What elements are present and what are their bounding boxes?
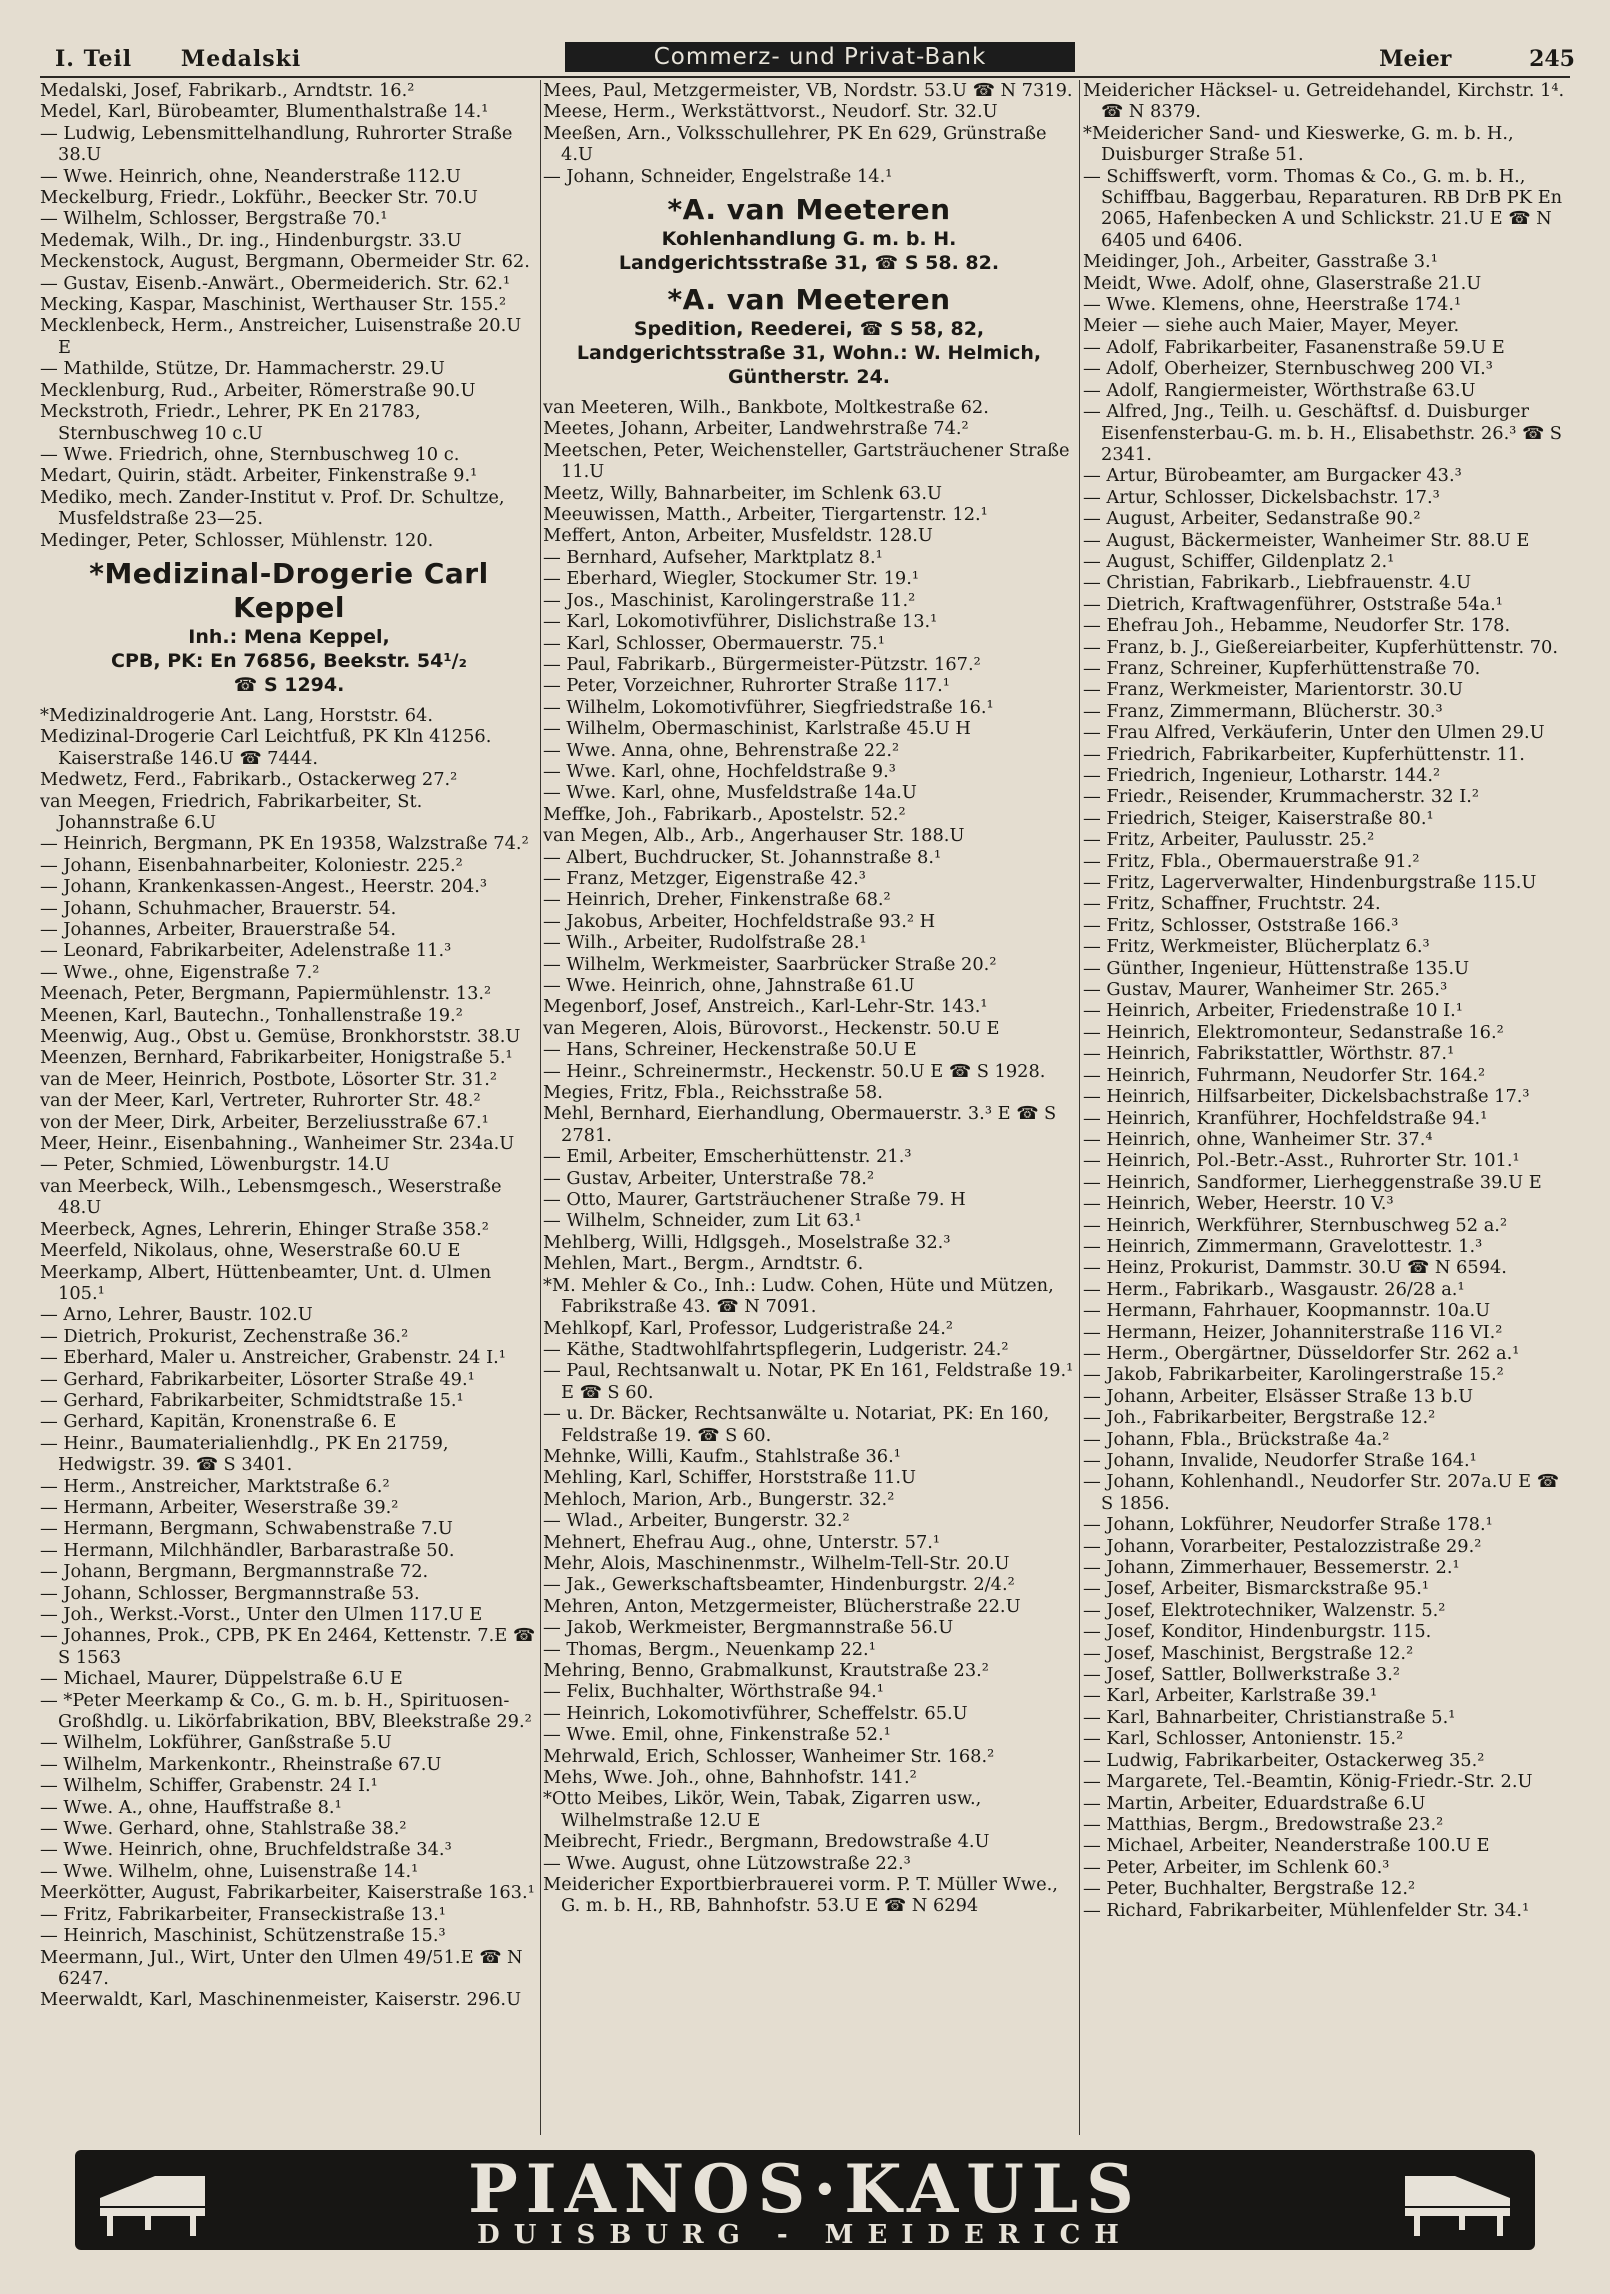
directory-entry: Mehling, Karl, Schiffer, Horststraße 11.U bbox=[543, 1467, 917, 1489]
directory-entry: Meermann, Jul., Wirt, Unter den Ulmen 49/51.E ☎ N 6247. bbox=[40, 1946, 523, 1989]
directory-entry: — Johann, Schuhmacher, Brauerstr. 54. bbox=[40, 897, 397, 919]
header-divider bbox=[40, 76, 1570, 78]
directory-entry: — Heinrich, Bergmann, PK En 19358, Walzstraße 74.² bbox=[40, 833, 529, 855]
directory-entry: — Adolf, Rangiermeister, Wörthstraße 63.U bbox=[1083, 379, 1476, 401]
directory-entry: — Karl, Schlosser, Antonienstr. 15.² bbox=[1083, 1728, 1404, 1750]
advertisement-line: Inh.: Mena Keppel, bbox=[188, 625, 390, 648]
directory-entry: — Gerhard, Kapitän, Kronenstraße 6. E bbox=[40, 1411, 397, 1433]
directory-entry: — Heinrich, Maschinist, Schützenstraße 15.³ bbox=[40, 1925, 446, 1947]
directory-entry: — Wilhelm, Werkmeister, Saarbrücker Straße 20.² bbox=[543, 953, 997, 975]
directory-entry: — Johannes, Prok., CPB, PK En 2464, Kettenstr. 7.E ☎ S 1563 bbox=[40, 1625, 536, 1668]
directory-entry: — Mathilde, Stütze, Dr. Hammacherstr. 29.U bbox=[40, 358, 445, 380]
directory-entry: — Josef, Konditor, Hindenburgstr. 115. bbox=[1083, 1621, 1432, 1643]
directory-entry: — Wwe. Karl, ohne, Musfeldstraße 14a.U bbox=[543, 782, 917, 804]
directory-entry: Mehlberg, Willi, Hdlgsgeh., Moselstraße 32.³ bbox=[543, 1231, 951, 1253]
directory-entry: — Wwe. Heinrich, ohne, Bruchfeldstraße 34.³ bbox=[40, 1839, 452, 1861]
directory-entry: Meckstroth, Friedr., Lehrer, PK En 21783, Sternbuschweg 10 c.U bbox=[40, 401, 421, 444]
directory-entry: — Albert, Buchdrucker, St. Johannstraße 8.¹ bbox=[543, 846, 942, 868]
directory-entry: van Megeren, Alois, Bürovorst., Heckenstr. 50.U E bbox=[543, 1017, 1000, 1039]
directory-entry: — Heinrich, Elektromonteur, Sedanstraße 16.² bbox=[1083, 1021, 1504, 1043]
directory-entry: — Heinr., Baumaterialienhdlg., PK En 21759, Hedwigstr. 39. ☎ S 3401. bbox=[40, 1432, 449, 1476]
directory-entry: — Heinz, Prokurist, Dammstr. 30.U ☎ N 6594. bbox=[1083, 1257, 1507, 1279]
directory-entry: Meetz, Willy, Bahnarbeiter, im Schlenk 63.U bbox=[543, 482, 943, 504]
directory-entry: Meckelburg, Friedr., Lokführ., Beecker Str. 70.U bbox=[40, 187, 478, 209]
directory-entry: — Arno, Lehrer, Baustr. 102.U bbox=[40, 1304, 313, 1326]
directory-entry: — Michael, Arbeiter, Neanderstraße 100.U E bbox=[1083, 1835, 1490, 1857]
directory-entry: van Meeteren, Wilh., Bankbote, Moltkestraße 62. bbox=[543, 397, 989, 419]
directory-entry: — Heinrich, Lokomotivführer, Scheffelstr. 65.U bbox=[543, 1702, 968, 1724]
directory-entry: — Franz, b. J., Gießereiarbeiter, Kupferhüttenstr. 70. bbox=[1083, 636, 1559, 658]
directory-entry: — Josef, Sattler, Bollwerkstraße 3.² bbox=[1083, 1664, 1400, 1686]
directory-entry: — Wilhelm, Lokführer, Ganßstraße 5.U bbox=[40, 1732, 392, 1754]
directory-entry: Meerkötter, August, Fabrikarbeiter, Kaiserstraße 163.¹ bbox=[40, 1882, 535, 1904]
directory-entry: — Fritz, Fbla., Obermauerstraße 91.² bbox=[1083, 850, 1420, 872]
directory-entry: Medel, Karl, Bürobeamter, Blumenthalstraße 14.¹ bbox=[40, 101, 489, 123]
directory-entry: — Heinrich, Zimmermann, Gravelottestr. 1.³ bbox=[1083, 1235, 1483, 1257]
piano-icon bbox=[1395, 2168, 1515, 2238]
directory-entry: — Hermann, Milchhändler, Barbarastraße 50. bbox=[40, 1539, 455, 1561]
advertisement-block bbox=[40, 557, 538, 697]
directory-entry: — Schiffswerft, vorm. Thomas & Co., G. m. b. H., Schiffbau, Baggerbau, Reparaturen. RB DrB PK En 2065, Hafenbecken A und Schlickstr. 21.U E ☎ N 6405 und 6406. bbox=[1083, 165, 1563, 251]
directory-entry: — Hermann, Arbeiter, Weserstraße 39.² bbox=[40, 1496, 399, 1518]
directory-entry: Meeßen, Arn., Volksschullehrer, PK En 629, Grünstraße 4.U bbox=[543, 122, 1047, 166]
header-right bbox=[1309, 46, 1575, 72]
directory-entry: Meerkamp, Albert, Hüttenbeamter, Unt. d. Ulmen 105.¹ bbox=[40, 1261, 492, 1304]
directory-entry: Medart, Quirin, städt. Arbeiter, Finkenstraße 9.¹ bbox=[40, 465, 478, 487]
directory-entry: Mediko, mech. Zander-Institut v. Prof. Dr. Schultze, Musfeldstraße 23—25. bbox=[40, 486, 505, 530]
directory-entry: — Johann, Schneider, Engelstraße 14.¹ bbox=[543, 165, 893, 187]
directory-entry: — Wwe., ohne, Eigenstraße 7.² bbox=[40, 961, 320, 983]
directory-entry: — Fritz, Arbeiter, Paulusstr. 25.² bbox=[1083, 829, 1375, 851]
directory-entry: — Gustav, Arbeiter, Unterstraße 78.² bbox=[543, 1167, 875, 1189]
directory-entry: — Otto, Maurer, Gartsträuchener Straße 79. H bbox=[543, 1189, 966, 1211]
directory-entry: Mehren, Anton, Metzgermeister, Blücherstraße 22.U bbox=[543, 1595, 1021, 1617]
directory-entry: *Otto Meibes, Likör, Wein, Tabak, Zigarren usw., Wilhelmstraße 12.U E bbox=[543, 1788, 982, 1831]
header-left bbox=[55, 46, 301, 72]
directory-entry: — Gustav, Maurer, Wanheimer Str. 265.³ bbox=[1083, 979, 1448, 1001]
directory-entry: — Josef, Arbeiter, Bismarckstraße 95.¹ bbox=[1083, 1578, 1430, 1600]
directory-entry: — Johann, Zimmerhauer, Bessemerstr. 2.¹ bbox=[1083, 1557, 1460, 1579]
directory-entry: — Christian, Fabrikarb., Liebfrauenstr. 4.U bbox=[1083, 572, 1472, 594]
directory-entry: — Friedrich, Steiger, Kaiserstraße 80.¹ bbox=[1083, 807, 1434, 829]
directory-entry: Meidt, Wwe. Adolf, ohne, Glaserstraße 21.U bbox=[1083, 272, 1482, 294]
directory-entry: Meibrecht, Friedr., Bergmann, Bredowstraße 4.U bbox=[543, 1831, 990, 1853]
advertisement-line: Spedition, Reederei, ☎ S 58, 82, Landgerichtsstraße 31, Wohn.: W. Helmich, Güntherstr. 24. bbox=[576, 318, 1042, 389]
directory-entry: van Megen, Alb., Arb., Angerhauser Str. 188.U bbox=[543, 825, 965, 847]
directory-entry: — Paul, Fabrikarb., Bürgermeister-Pützstr. 167.² bbox=[543, 653, 981, 675]
directory-entry: Mecking, Kaspar, Maschinist, Werthauser Str. 155.² bbox=[40, 294, 507, 316]
directory-entry: — Friedr., Reisender, Krummacherstr. 32 I.² bbox=[1083, 786, 1480, 808]
directory-entry: Meetschen, Peter, Weichensteller, Gartsträuchener Straße 11.U bbox=[543, 439, 1070, 483]
directory-entry: — Josef, Maschinist, Bergstraße 12.² bbox=[1083, 1642, 1414, 1664]
directory-entry: Medinger, Peter, Schlosser, Mühlenstr. 120. bbox=[40, 529, 434, 551]
directory-entry: Meese, Herm., Werkstättvorst., Neudorf. Str. 32.U bbox=[543, 101, 998, 123]
directory-entry: — Johann, Kohlenhandl., Neudorfer Str. 207a.U E ☎ S 1856. bbox=[1083, 1471, 1559, 1514]
directory-entry: van de Meer, Heinrich, Postbote, Lösorter Str. 31.² bbox=[40, 1068, 498, 1090]
directory-entry: — Gerhard, Fabrikarbeiter, Lösorter Straße 49.¹ bbox=[40, 1368, 475, 1390]
advertisement-block bbox=[543, 193, 1075, 275]
directory-entry: Mees, Paul, Metzgermeister, VB, Nordstr. 53.U ☎ N 7319. bbox=[543, 80, 1073, 101]
column-divider bbox=[1079, 80, 1080, 2135]
directory-entry: — Joh., Werkst.-Vorst., Unter den Ulmen 117.U E bbox=[40, 1604, 483, 1625]
advertisement-block bbox=[543, 283, 1075, 389]
directory-entry: — Jos., Maschinist, Karolingerstraße 11.² bbox=[543, 589, 916, 611]
directory-entry: — Hermann, Bergmann, Schwabenstraße 7.U bbox=[40, 1518, 453, 1540]
directory-entry: — Thomas, Bergm., Neuenkamp 22.¹ bbox=[543, 1638, 876, 1660]
directory-entry: — Wilhelm, Obermaschinist, Karlstraße 45.U H bbox=[543, 718, 971, 740]
directory-entry: Medemak, Wilh., Dr. ing., Hindenburgstr. 33.U bbox=[40, 229, 462, 251]
directory-entry: Meenen, Karl, Bautechn., Tonhallenstraße 19.² bbox=[40, 1004, 463, 1026]
directory-entry: — Franz, Schreiner, Kupferhüttenstraße 70. bbox=[1083, 657, 1481, 679]
directory-entry: — Dietrich, Prokurist, Zechenstraße 36.² bbox=[40, 1325, 409, 1347]
directory-entry: van Meerbeck, Wilh., Lebensmgesch., Weserstraße 48.U bbox=[40, 1175, 502, 1219]
directory-entry: — Frau Alfred, Verkäuferin, Unter den Ulmen 29.U bbox=[1083, 722, 1545, 744]
directory-entry: — Johann, Fbla., Brückstraße 4a.² bbox=[1083, 1428, 1390, 1450]
directory-entry: — Heinrich, Hilfsarbeiter, Dickelsbachstraße 17.³ bbox=[1083, 1086, 1530, 1108]
directory-entry: Meidinger, Joh., Arbeiter, Gasstraße 3.¹ bbox=[1083, 251, 1438, 273]
footer-advertisement bbox=[75, 2150, 1535, 2250]
directory-entry: Mehnert, Ehefrau Aug., ohne, Unterstr. 57.¹ bbox=[543, 1531, 941, 1553]
directory-entry: — Martin, Arbeiter, Eduardstraße 6.U bbox=[1083, 1792, 1426, 1814]
directory-entry: — Wwe. Friedrich, ohne, Sternbuschweg 10 c. bbox=[40, 443, 460, 465]
column-2 bbox=[543, 80, 1075, 2135]
directory-entry: — Wwe. Heinrich, ohne, Neanderstraße 112.U bbox=[40, 165, 461, 187]
directory-entry: — Heinr., Schreinermstr., Heckenstr. 50.U E ☎ S 1928. bbox=[543, 1060, 1046, 1082]
directory-entry: — Fritz, Schlosser, Oststraße 166.³ bbox=[1083, 914, 1399, 936]
directory-entry: — Adolf, Fabrikarbeiter, Fasanenstraße 59.U E bbox=[1083, 336, 1505, 358]
advertisement-line: ☎ S 1294. bbox=[233, 673, 345, 696]
directory-entry: — Herm., Anstreicher, Marktstraße 6.² bbox=[40, 1475, 390, 1497]
directory-entry: — Fritz, Werkmeister, Blücherplatz 6.³ bbox=[1083, 936, 1430, 958]
directory-entry: — Karl, Lokomotivführer, Dislichstraße 13.¹ bbox=[543, 611, 938, 633]
directory-entry: Mehlkopf, Karl, Professor, Ludgeristraße 24.² bbox=[543, 1317, 954, 1339]
directory-entry: — Joh., Fabrikarbeiter, Bergstraße 12.² bbox=[1083, 1407, 1436, 1429]
page-number: 245 bbox=[1529, 46, 1575, 72]
directory-entry: — Johann, Bergmann, Bergmannstraße 72. bbox=[40, 1561, 429, 1583]
directory-entry: van Meegen, Friedrich, Fabrikarbeiter, St. Johannstraße 6.U bbox=[40, 790, 423, 833]
directory-entry: *M. Mehler & Co., Inh.: Ludw. Cohen, Hüte und Mützen, Fabrikstraße 43. ☎ N 7091. bbox=[543, 1274, 1054, 1318]
directory-entry: — Alfred, Jng., Teilh. u. Geschäftsf. d. Duisburger Eisenfensterbau-G. m. b. H., Elisabethstr. 26.³ ☎ S 2341. bbox=[1083, 401, 1562, 465]
directory-entry: — Heinrich, ohne, Wanheimer Str. 37.⁴ bbox=[1083, 1128, 1433, 1150]
directory-entry: van der Meer, Karl, Vertreter, Ruhrorter Str. 48.² bbox=[40, 1090, 481, 1112]
directory-entry: — Jakob, Werkmeister, Bergmannstraße 56.U bbox=[543, 1617, 954, 1639]
directory-entry: *Meidericher Sand- und Kieswerke, G. m. b. H., Duisburger Straße 51. bbox=[1083, 122, 1514, 166]
directory-entry: — Ehefrau Joh., Hebamme, Neudorfer Str. 178. bbox=[1083, 615, 1511, 637]
directory-entry: — Karl, Arbeiter, Karlstraße 39.¹ bbox=[1083, 1685, 1378, 1707]
directory-entry: Mecklenburg, Rud., Arbeiter, Römerstraße 90.U bbox=[40, 379, 476, 401]
footer-title: PIANOS·KAULS bbox=[468, 2150, 1142, 2228]
directory-entry: — Richard, Fabrikarbeiter, Mühlenfelder Str. 34.¹ bbox=[1083, 1899, 1530, 1921]
directory-entry: Meffert, Anton, Arbeiter, Musfeldstr. 128.U bbox=[543, 525, 933, 547]
directory-entry: — Johann, Lokführer, Neudorfer Straße 178.¹ bbox=[1083, 1514, 1493, 1536]
directory-entry: Meidericher Exportbierbrauerei vorm. P. T. Müller Wwe., G. m. b. H., RB, Bahnhofstr. 53.U E ☎ N 6294 bbox=[543, 1874, 1058, 1917]
directory-entry: — Johann, Invalide, Neudorfer Straße 164.¹ bbox=[1083, 1450, 1477, 1471]
directory-entry: — Fritz, Lagerverwalter, Hindenburgstraße 115.U bbox=[1083, 872, 1537, 894]
directory-entry: — Herm., Obergärtner, Düsseldorfer Str. 262 a.¹ bbox=[1083, 1342, 1520, 1364]
directory-entry: Meerfeld, Nikolaus, ohne, Weserstraße 60.U E bbox=[40, 1240, 461, 1262]
directory-entry: — Eberhard, Wiegler, Stockumer Str. 19.¹ bbox=[543, 568, 920, 590]
directory-entry: — Artur, Schlosser, Dickelsbachstr. 17.³ bbox=[1083, 486, 1440, 508]
directory-entry: — Wwe. Wilhelm, ohne, Luisenstraße 14.¹ bbox=[40, 1860, 419, 1882]
directory-entry: — Peter, Arbeiter, im Schlenk 60.³ bbox=[1083, 1856, 1390, 1878]
directory-entry: — Matthias, Bergm., Bredowstraße 23.² bbox=[1083, 1813, 1444, 1835]
directory-entry: — Margarete, Tel.-Beamtin, König-Friedr.-Str. 2.U bbox=[1083, 1771, 1533, 1793]
directory-entry: — Peter, Schmied, Löwenburgstr. 14.U bbox=[40, 1154, 390, 1176]
directory-entry: — Hans, Schreiner, Heckenstraße 50.U E bbox=[543, 1039, 917, 1061]
directory-entry: — Friedrich, Ingenieur, Lotharstr. 144.² bbox=[1083, 765, 1441, 786]
directory-entry: — Franz, Werkmeister, Marientorstr. 30.U bbox=[1083, 679, 1464, 701]
directory-entry: Meenach, Peter, Bergmann, Papiermühlenstr. 13.² bbox=[40, 983, 492, 1005]
header-part: I. Teil bbox=[55, 46, 133, 72]
directory-entry: Meeuwissen, Matth., Arbeiter, Tiergartenstr. 12.¹ bbox=[543, 504, 988, 526]
directory-entry: — Johann, Krankenkassen-Angest., Heerstr. 204.³ bbox=[40, 876, 488, 898]
directory-entry: — Heinrich, Fabrikstattler, Wörthstr. 87.¹ bbox=[1083, 1043, 1455, 1065]
advertisement-title: *A. van Meeteren bbox=[667, 193, 951, 227]
directory-entry: — Wilhelm, Markenkontr., Rheinstraße 67.U bbox=[40, 1753, 442, 1775]
directory-entry: Mehl, Bernhard, Eierhandlung, Obermauerstr. 3.³ E ☎ S 2781. bbox=[543, 1103, 1057, 1146]
directory-entry: Meffke, Joh., Fabrikarb., Apostelstr. 52.² bbox=[543, 803, 906, 825]
directory-entry: Meidericher Häcksel- u. Getreidehandel, Kirchstr. 1⁴. ☎ N 8379. bbox=[1083, 80, 1565, 123]
advertisement-line: Landgerichtsstraße 31, ☎ S 58. 82. bbox=[618, 252, 1000, 275]
directory-entry: — Karl, Bahnarbeiter, Christianstraße 5.¹ bbox=[1083, 1706, 1456, 1728]
directory-columns bbox=[40, 80, 1570, 2135]
header-left-name: Medalski bbox=[180, 46, 302, 72]
directory-entry: — Wilh., Arbeiter, Rudolfstraße 28.¹ bbox=[543, 932, 867, 954]
directory-entry: — Heinrich, Sandformer, Lierheggenstraße 39.U E bbox=[1083, 1171, 1542, 1193]
directory-entry: — August, Bäckermeister, Wanheimer Str. 88.U E bbox=[1083, 529, 1530, 551]
directory-entry: Mehlen, Mart., Bergm., Arndtstr. 6. bbox=[543, 1253, 864, 1275]
directory-entry: — Wlad., Arbeiter, Bungerstr. 32.² bbox=[543, 1510, 850, 1532]
directory-entry: Medwetz, Ferd., Fabrikarb., Ostackerweg 27.² bbox=[40, 769, 458, 791]
directory-entry: — Käthe, Stadtwohlfahrtspflegerin, Ludgeristr. 24.² bbox=[543, 1338, 1009, 1360]
directory-entry: Mehring, Benno, Grabmalkunst, Krautstraße 23.² bbox=[543, 1660, 989, 1681]
directory-entry: Megenborf, Josef, Anstreich., Karl-Lehr-Str. 143.¹ bbox=[543, 996, 988, 1018]
directory-entry: — Paul, Rechtsanwalt u. Notar, PK En 161, Feldstraße 19.¹ E ☎ S 60. bbox=[543, 1360, 1074, 1403]
directory-entry: — Heinrich, Weber, Heerstr. 10 V.³ bbox=[1083, 1193, 1394, 1215]
directory-entry: — Wwe. Gerhard, ohne, Stahlstraße 38.² bbox=[40, 1818, 407, 1840]
directory-entry: — u. Dr. Bäcker, Rechtsanwälte u. Notariat, PK: En 160, Feldstraße 19. ☎ S 60. bbox=[543, 1403, 1050, 1446]
directory-entry: — Heinrich, Werkführer, Sternbuschweg 52 a.² bbox=[1083, 1214, 1508, 1236]
directory-entry: — Wilhelm, Schneider, zum Lit 63.¹ bbox=[543, 1210, 862, 1232]
directory-entry: — Wwe. A., ohne, Hauffstraße 8.¹ bbox=[40, 1796, 342, 1818]
column-divider bbox=[540, 80, 541, 2135]
directory-entry: — Fritz, Schaffner, Fruchtstr. 24. bbox=[1083, 893, 1381, 915]
directory-entry: Meetes, Johann, Arbeiter, Landwehrstraße 74.² bbox=[543, 418, 969, 440]
header-right-name: Meier bbox=[1379, 46, 1452, 72]
directory-entry: — Johann, Schlosser, Bergmannstraße 53. bbox=[40, 1582, 420, 1604]
directory-entry: — Heinrich, Arbeiter, Friedenstraße 10 I.¹ bbox=[1083, 1000, 1463, 1022]
advertisement-title: *Medizinal-Drogerie Carl Keppel bbox=[89, 556, 489, 624]
directory-entry: — Gerhard, Fabrikarbeiter, Schmidtstraße 15.¹ bbox=[40, 1389, 464, 1411]
directory-entry: — Wwe. Emil, ohne, Finkenstraße 52.¹ bbox=[543, 1724, 891, 1746]
directory-entry: — Wwe. Heinrich, ohne, Jahnstraße 61.U bbox=[543, 975, 915, 996]
directory-entry: Meer, Heinr., Eisenbahning., Wanheimer Str. 234a.U bbox=[40, 1133, 515, 1155]
directory-entry: — Heinrich, Dreher, Finkenstraße 68.² bbox=[543, 889, 891, 911]
directory-entry: Meerbeck, Agnes, Lehrerin, Ehinger Straße 358.² bbox=[40, 1218, 489, 1240]
directory-entry: Mehnke, Willi, Kaufm., Stahlstraße 36.¹ bbox=[543, 1445, 901, 1467]
directory-entry: — Friedrich, Fabrikarbeiter, Kupferhüttenstr. 11. bbox=[1083, 743, 1525, 765]
directory-entry: — Dietrich, Kraftwagenführer, Oststraße 54a.¹ bbox=[1083, 593, 1503, 615]
directory-entry: — Jakob, Fabrikarbeiter, Karolingerstraße 15.² bbox=[1083, 1364, 1504, 1386]
directory-entry: — Heinrich, Fuhrmann, Neudorfer Str. 164.² bbox=[1083, 1064, 1486, 1086]
directory-entry: — Wwe. August, ohne Lützowstraße 22.³ bbox=[543, 1852, 911, 1874]
directory-entry: Mehrwald, Erich, Schlosser, Wanheimer Str. 168.² bbox=[543, 1745, 995, 1767]
directory-entry: — Johann, Vorarbeiter, Pestalozzistraße 29.² bbox=[1083, 1535, 1482, 1557]
column-1 bbox=[40, 80, 538, 2135]
directory-entry: — Artur, Bürobeamter, am Burgacker 43.³ bbox=[1083, 465, 1462, 487]
directory-entry: — Ludwig, Fabrikarbeiter, Ostackerweg 35.² bbox=[1083, 1749, 1485, 1771]
directory-entry: Meenwig, Aug., Obst u. Gemüse, Bronkhorststr. 38.U bbox=[40, 1026, 521, 1048]
directory-entry: — Wwe. Anna, ohne, Behrenstraße 22.² bbox=[543, 739, 900, 761]
directory-entry: — Hermann, Fahrhauer, Koopmannstr. 10a.U bbox=[1083, 1300, 1491, 1322]
directory-entry: — August, Arbeiter, Sedanstraße 90.² bbox=[1083, 508, 1421, 530]
directory-entry: — Peter, Buchhalter, Bergstraße 12.² bbox=[1083, 1878, 1416, 1900]
directory-entry: — Wilhelm, Lokomotivführer, Siegfriedstraße 16.¹ bbox=[543, 696, 994, 718]
directory-entry: — Heinrich, Pol.-Betr.-Asst., Ruhrorter Str. 101.¹ bbox=[1083, 1150, 1520, 1172]
directory-entry: — Johannes, Arbeiter, Brauerstraße 54. bbox=[40, 919, 396, 940]
directory-entry: — *Peter Meerkamp & Co., G. m. b. H., Spirituosen-Großhdlg. u. Likörfabrikation, BBV, Bleekstraße 29.² bbox=[40, 1689, 532, 1733]
directory-entry: Mehr, Alois, Maschinenmstr., Wilhelm-Tell-Str. 20.U bbox=[543, 1552, 1010, 1574]
directory-entry: Medalski, Josef, Fabrikarb., Arndtstr. 16.² bbox=[40, 80, 415, 101]
column-3 bbox=[1083, 80, 1570, 2135]
directory-entry: — Adolf, Oberheizer, Sternbuschweg 200 VI.³ bbox=[1083, 358, 1493, 380]
directory-entry: — Josef, Elektrotechniker, Walzenstr. 5.² bbox=[1083, 1599, 1446, 1621]
footer-subtitle: DUISBURG - MEIDERICH bbox=[477, 2220, 1133, 2250]
directory-entry: — Wilhelm, Schiffer, Grabenstr. 24 I.¹ bbox=[40, 1775, 378, 1797]
directory-entry: — Leonard, Fabrikarbeiter, Adelenstraße 11.³ bbox=[40, 940, 452, 962]
directory-entry: Meier — siehe auch Maier, Mayer, Meyer. bbox=[1083, 315, 1460, 337]
directory-entry: — Gustav, Eisenb.-Anwärt., Obermeiderich. Str. 62.¹ bbox=[40, 272, 511, 294]
directory-entry: — Karl, Schlosser, Obermauerstr. 75.¹ bbox=[543, 632, 885, 654]
directory-entry: Medizinal-Drogerie Carl Leichtfuß, PK Kln 41256. Kaiserstraße 146.U ☎ 7444. bbox=[40, 726, 492, 769]
directory-entry: — Bernhard, Aufseher, Marktplatz 8.¹ bbox=[543, 546, 883, 568]
directory-entry: — Johann, Arbeiter, Elsässer Straße 13 b.U bbox=[1083, 1385, 1474, 1407]
directory-entry: — August, Schiffer, Gildenplatz 2.¹ bbox=[1083, 550, 1395, 572]
directory-entry: — Wilhelm, Schlosser, Bergstraße 70.¹ bbox=[40, 208, 388, 230]
directory-entry: — Heinrich, Kranführer, Hochfeldstraße 94.¹ bbox=[1083, 1107, 1488, 1129]
directory-entry: — Günther, Ingenieur, Hüttenstraße 135.U bbox=[1083, 957, 1470, 979]
directory-entry: — Johann, Eisenbahnarbeiter, Koloniestr. 225.² bbox=[40, 854, 463, 876]
directory-entry: — Michael, Maurer, Düppelstraße 6.U E bbox=[40, 1668, 403, 1690]
directory-entry: Meckenstock, August, Bergmann, Obermeider Str. 62. bbox=[40, 251, 530, 273]
directory-entry: von der Meer, Dirk, Arbeiter, Berzeliusstraße 67.¹ bbox=[40, 1111, 489, 1133]
directory-entry: — Peter, Vorzeichner, Ruhrorter Straße 117.¹ bbox=[543, 675, 950, 697]
directory-entry: — Wwe. Karl, ohne, Hochfeldstraße 9.³ bbox=[543, 760, 896, 782]
directory-entry: Mecklenbeck, Herm., Anstreicher, Luisenstraße 20.U E bbox=[40, 315, 522, 358]
directory-entry: — Felix, Buchhalter, Wörthstraße 94.¹ bbox=[543, 1681, 884, 1703]
advertisement-title: *A. van Meeteren bbox=[667, 283, 951, 317]
advertisement-line: Kohlenhandlung G. m. b. H. bbox=[661, 228, 957, 251]
directory-entry: — Ludwig, Lebensmittelhandlung, Ruhrorter Straße 38.U bbox=[40, 122, 513, 166]
bank-banner: Commerz- und Privat-Bank bbox=[565, 42, 1075, 72]
advertisement-line: CPB, PK: En 76856, Beekstr. 54¹/₂ bbox=[111, 649, 467, 672]
page-header bbox=[55, 42, 1575, 74]
directory-entry: Mehloch, Marion, Arb., Bungerstr. 32.² bbox=[543, 1488, 895, 1510]
directory-entry: — Herm., Fabrikarb., Wasgaustr. 26/28 a.¹ bbox=[1083, 1278, 1465, 1300]
directory-entry: — Jakobus, Arbeiter, Hochfeldstraße 93.² H bbox=[543, 910, 936, 932]
directory-entry: — Fritz, Fabrikarbeiter, Franseckistraße 13.¹ bbox=[40, 1903, 446, 1925]
directory-entry: *Medizinaldrogerie Ant. Lang, Horststr. 64. bbox=[40, 704, 434, 726]
directory-entry: — Franz, Zimmermann, Blücherstr. 30.³ bbox=[1083, 700, 1443, 722]
directory-entry: — Wwe. Klemens, ohne, Heerstraße 174.¹ bbox=[1083, 294, 1462, 316]
directory-entry: Mehs, Wwe. Joh., ohne, Bahnhofstr. 141.² bbox=[543, 1767, 917, 1789]
directory-entry: — Eberhard, Maler u. Anstreicher, Grabenstr. 24 I.¹ bbox=[40, 1347, 506, 1369]
directory-entry: Megies, Fritz, Fbla., Reichsstraße 58. bbox=[543, 1082, 883, 1104]
directory-entry: Meenzen, Bernhard, Fabrikarbeiter, Honigstraße 5.¹ bbox=[40, 1047, 513, 1069]
directory-entry: — Hermann, Heizer, Johanniterstraße 116 VI.² bbox=[1083, 1321, 1503, 1343]
directory-entry: — Emil, Arbeiter, Emscherhüttenstr. 21.³ bbox=[543, 1146, 912, 1168]
directory-entry: Meerwaldt, Karl, Maschinenmeister, Kaiserstr. 296.U bbox=[40, 1989, 522, 2011]
directory-entry: — Jak., Gewerkschaftsbeamter, Hindenburgstr. 2/4.² bbox=[543, 1574, 1015, 1596]
directory-entry: — Franz, Metzger, Eigenstraße 42.³ bbox=[543, 867, 866, 889]
